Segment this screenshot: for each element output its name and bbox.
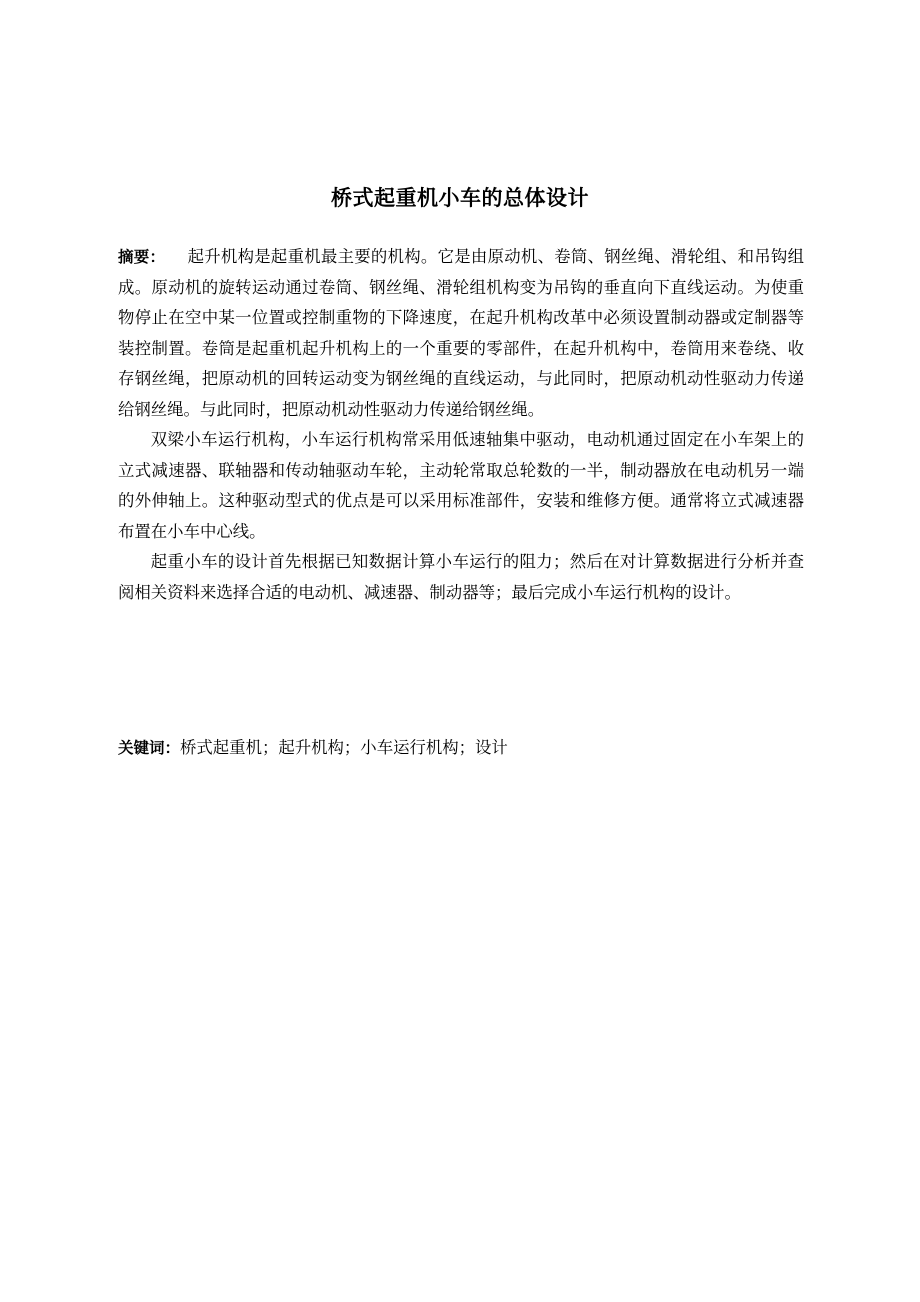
abstract-paragraph-1-text: 起升机构是起重机最主要的机构。它是由原动机、卷筒、钢丝绳、滑轮组、和吊钩组成。原动机的旋转运动通过卷筒、钢丝绳、滑轮组机构变为吊钩的垂直向下直线运动。为使重物停止在空中某一位置或控制重物的下降速度，在起升机构改革中必须设置制动器或定制器等装控制置。卷筒是起重机起升机构上的一个重要的零部件，在起升机构中，卷筒用来卷绕、收存钢丝绳，把原动机的回转运动变为钢丝绳的直线运动，与此同时，把原动机动性驱动力传递给钢丝绳。与此同时，把原动机动性驱动力传递给钢丝绳。 (118, 247, 804, 419)
abstract-paragraph-2: 双梁小车运行机构，小车运行机构常采用低速轴集中驱动，电动机通过固定在小车架上的立式减速器、联轴器和传动轴驱动车轮，主动轮常取总轮数的一半，制动器放在电动机另一端的外伸轴上。这种驱动型式的优点是可以采用标准部件，安装和维修方便。通常将立式减速器布置在小车中心线。 (118, 430, 804, 541)
abstract-label: 摘要： (118, 248, 166, 266)
keywords-text: 桥式起重机；起升机构；小车运行机构；设计 (180, 738, 508, 757)
document-title: 桥式起重机小车的总体设计 (331, 186, 589, 210)
abstract-paragraph-3: 起重小车的设计首先根据已知数据计算小车运行的阻力；然后在对计算数据进行分析并查阅相关资料来选择合适的电动机、减速器、制动器等；最后完成小车运行机构的设计。 (118, 552, 804, 602)
keywords-line (118, 733, 804, 763)
abstract-paragraph-1 (118, 242, 804, 425)
keywords-label: 关键词： (118, 739, 181, 757)
abstract-section (118, 242, 804, 608)
